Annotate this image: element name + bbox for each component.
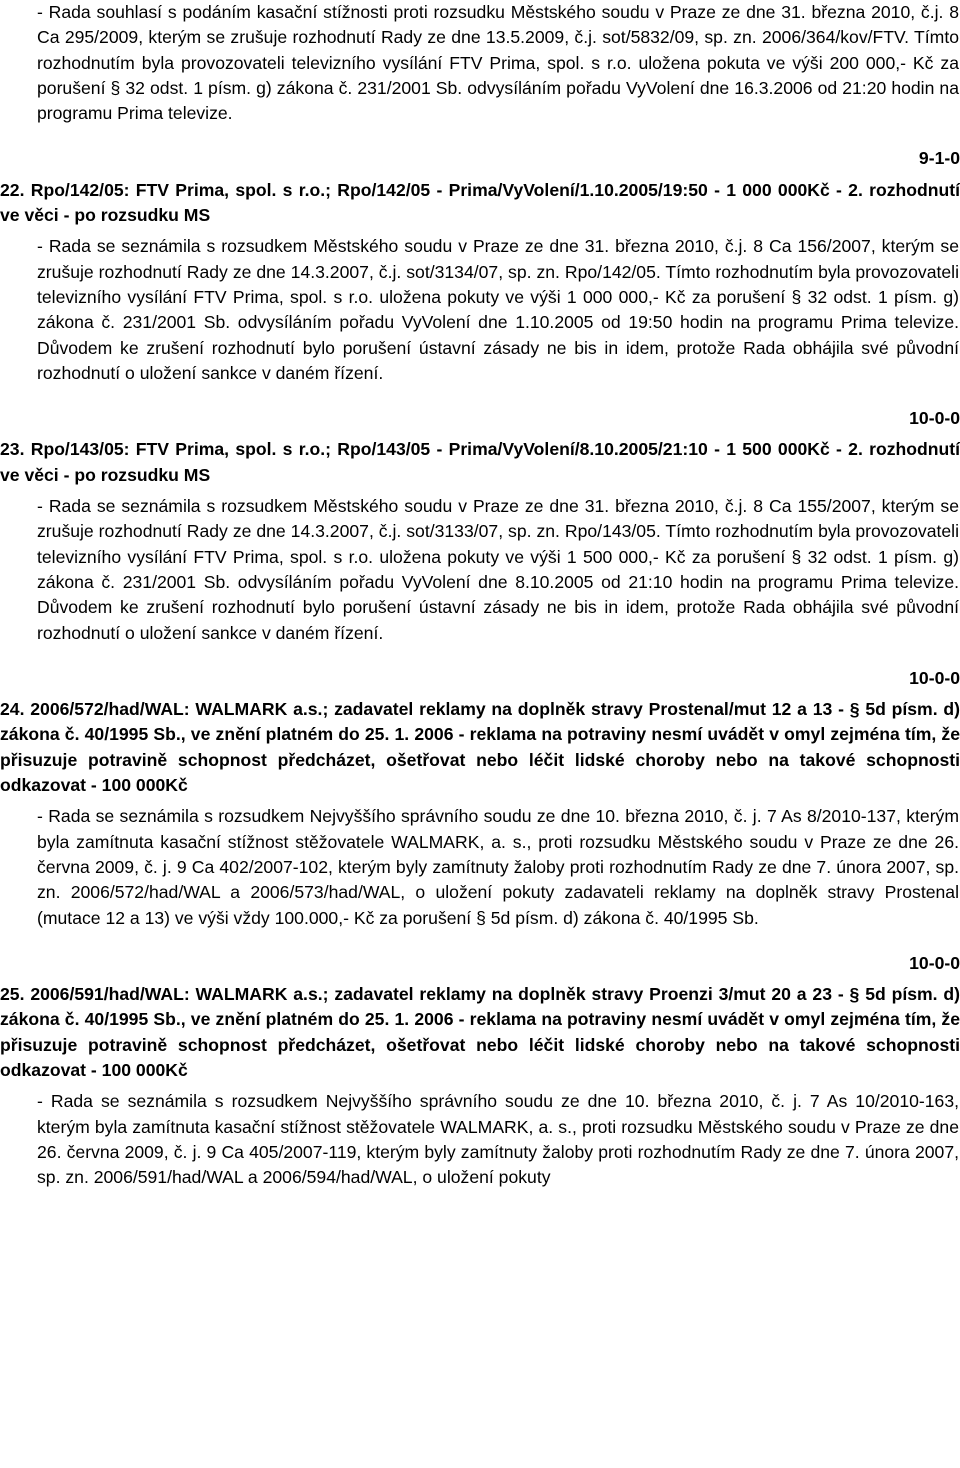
item-25-heading: 25. 2006/591/had/WAL: WALMARK a.s.; zadavatel reklamy na doplněk stravy Proenzi 3/mut 20 a 23 - § 5d písm. d) zákona č. 40/1995 Sb., ve znění platném do 25. 1. 2006 - reklama na potraviny nesmí uvádět v omyl zejména tím, že přisuzuje potravině schopnost předcházet, ošetřovat nebo léčit lidské choroby nebo na takové schopnosti odkazovat - 100 000Kč: [0, 984, 960, 1080]
item-23-heading: 23. Rpo/143/05: FTV Prima, spol. s r.o.; Rpo/143/05 - Prima/VyVolení/8.10.2005/21:10 - 1 500 000Kč - 2. rozhodnutí ve věci - po rozsudku MS: [0, 439, 960, 485]
intro-vote: 9-1-0: [918, 148, 960, 169]
item-23-text: - Rada se seznámila s rozsudkem Městského soudu v Praze ze dne 31. března 2010, č.j. 8 Ca 155/2007, kterým se zrušuje rozhodnutí Rady ze dne 14.3.2007, č.j. sot/3133/07, sp. zn. Rpo/143/05. Tímto rozhodnutím byla provozovateli televizního vysílání FTV Prima, spol. s r.o. uložena pokuty ve výši 1 500 000,- Kč za porušení § 32 odst. 1 písm. g) zákona č. 231/2001 Sb. odvysíláním pořadu VyVolení dne 8.10.2005 od 21:10 hodin na programu Prima televize. Důvodem ke zrušení rozhodnutí bylo porušení ústavní zásady ne bis in idem, protože Rada obhájila své původní rozhodnutí o uložení sankce v daném řízení.: [37, 496, 959, 643]
item-24-text: - Rada se seznámila s rozsudkem Nejvyššího správního soudu ze dne 10. března 2010, č. j. 7 As 8/2010-137, kterým byla zamítnuta kasační stížnost stěžovatele WALMARK, a. s., proti rozsudku Městského soudu v Praze ze dne 26. června 2009, č. j. 9 Ca 402/2007-102, kterým byly zamítnuty žaloby proti rozhodnutím Rady ze dne 7. února 2007, sp. zn. 2006/572/had/WAL a 2006/573/had/WAL, o uložení pokuty zadavateli reklamy na doplněk stravy Prostenal (mutace 12 a 13) ve výši vždy 100.000,- Kč za porušení § 5d písm. d) zákona č. 40/1995 Sb.: [37, 806, 959, 928]
item-22-vote: 10-0-0: [909, 408, 960, 429]
item-24-vote: 10-0-0: [909, 952, 960, 973]
intro-paragraph: - Rada souhlasí s podáním kasační stížnosti proti rozsudku Městského soudu v Praze ze dne 31. března 2010, č.j. 8 Ca 295/2009, kterým se zrušuje rozhodnutí Rady ze dne 13.5.2009, č.j. sot/5832/09, sp. zn. 2006/364/kov/FTV. Tímto rozhodnutím byla provozovateli televizního vysílání FTV Prima, spol. s r.o. uložena pokuta ve výši 200 000,- Kč za porušení § 32 odst. 1 písm. g) zákona č. 231/2001 Sb. odvysíláním pořadu VyVolení dne 16.3.2006 od 21:20 hodin na programu Prima televize.: [37, 2, 959, 124]
item-22-heading: 22. Rpo/142/05: FTV Prima, spol. s r.o.; Rpo/142/05 - Prima/VyVolení/1.10.2005/19:50 - 1 000 000Kč - 2. rozhodnutí ve věci - po rozsudku MS: [0, 179, 960, 226]
item-23-vote: 10-0-0: [909, 667, 960, 688]
item-22-text: - Rada se seznámila s rozsudkem Městského soudu v Praze ze dne 31. března 2010, č.j. 8 Ca 156/2007, kterým se zrušuje rozhodnutí Rady ze dne 14.3.2007, č.j. sot/3134/07, sp. zn. Rpo/142/05. Tímto rozhodnutím byla provozovateli televizního vysílání FTV Prima, spol. s r.o. uložena pokuty ve výši 1 000 000,- Kč za porušení § 32 odst. 1 písm. g) zákona č. 231/2001 Sb. odvysíláním pořadu VyVolení dne 1.10.2005 od 19:50 hodin na programu Prima televize. Důvodem ke zrušení rozhodnutí bylo porušení ústavní zásady ne bis in idem, protože Rada obhájila své původní rozhodnutí o uložení sankce v daném řízení.: [37, 236, 959, 383]
item-25-text: - Rada se seznámila s rozsudkem Nejvyššího správního soudu ze dne 10. března 2010, č. j. 7 As 10/2010-163, kterým byla zamítnuta kasační stížnost stěžovatele WALMARK, a. s., proti rozsudku Městského soudu v Praze ze dne 26. června 2009, č. j. 9 Ca 405/2007-119, kterým byly zamítnuty žaloby proti rozhodnutím Rady ze dne 7. února 2007, sp. zn. 2006/591/had/WAL a 2006/594/had/WAL, o uložení pokuty: [37, 1091, 959, 1188]
item-24-heading: 24. 2006/572/had/WAL: WALMARK a.s.; zadavatel reklamy na doplněk stravy Prostenal/mut 12 a 13 - § 5d písm. d) zákona č. 40/1995 Sb., ve znění platném do 25. 1. 2006 - reklama na potraviny nesmí uvádět v omyl zejména tím, že přisuzuje potravině schopnost předcházet, ošetřovat nebo léčit lidské choroby nebo na takové schopnosti odkazovat - 100 000Kč: [0, 699, 960, 796]
